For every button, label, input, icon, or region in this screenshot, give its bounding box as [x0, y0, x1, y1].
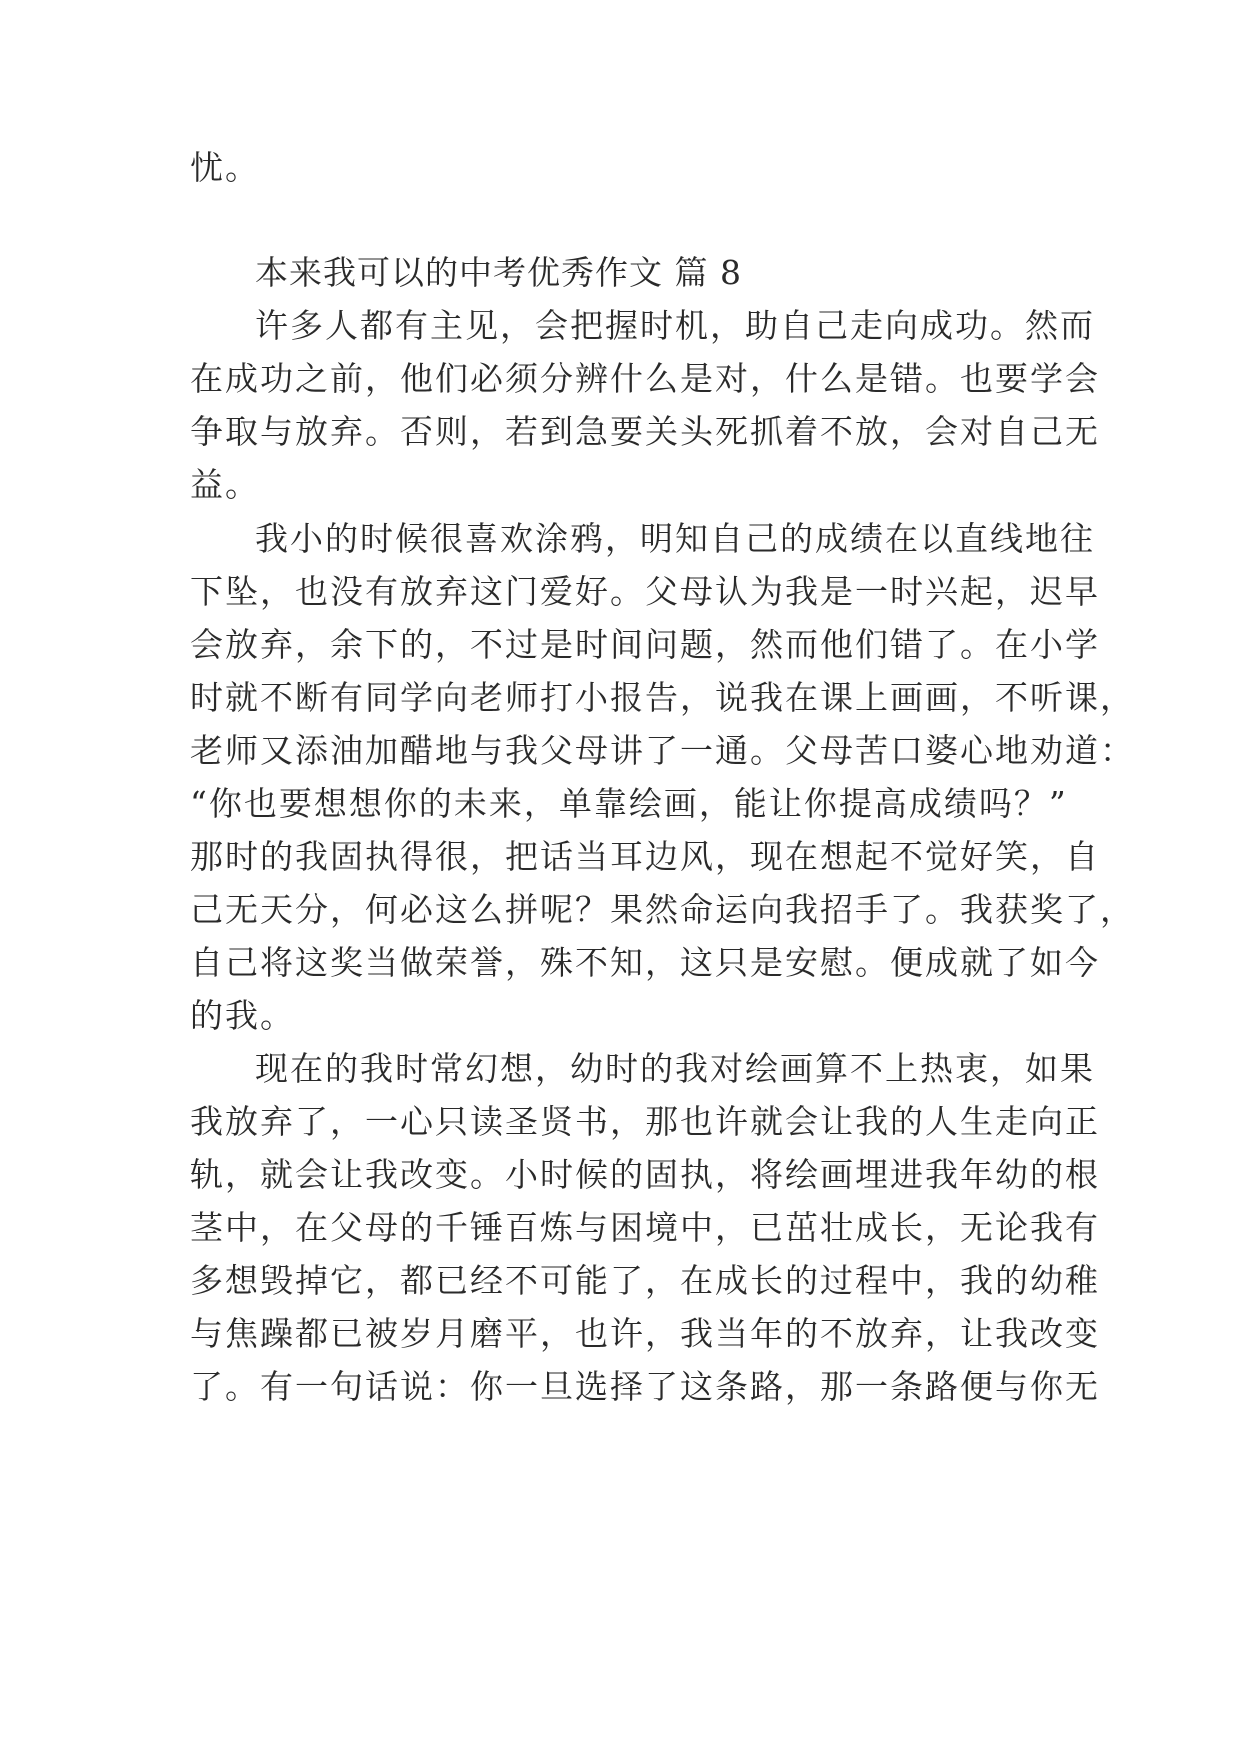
paragraph-line: 许多人都有主见，会把握时机，助自己走向成功。然而 — [255, 306, 1095, 345]
essay-heading: 本来我可以的中考优秀作文 篇 8 — [255, 253, 742, 292]
paragraph-line: 那时的我固执得很，把话当耳边风，现在想起不觉好笑，自 — [190, 837, 1100, 876]
paragraph-line: 多想毁掉它，都已经不可能了，在成长的过程中，我的幼稚 — [190, 1261, 1100, 1300]
paragraph-line: 我小的时候很喜欢涂鸦，明知自己的成绩在以直线地往 — [255, 519, 1095, 558]
paragraph-line: “你也要想想你的未来，单靠绘画，能让你提高成绩吗？” — [190, 784, 1068, 823]
paragraph-line: 与焦躁都已被岁月磨平，也许，我当年的不放弃，让我改变 — [190, 1314, 1100, 1353]
paragraph-line: 争取与放弃。否则，若到急要关头死抓着不放，会对自己无 — [190, 412, 1100, 451]
paragraph-line: 益。 — [190, 465, 260, 504]
paragraph-line: 了。有一句话说：你一旦选择了这条路，那一条路便与你无 — [190, 1367, 1100, 1406]
carryover-line: 忧。 — [190, 148, 260, 187]
paragraph-line: 下坠，也没有放弃这门爱好。父母认为我是一时兴起，迟早 — [190, 572, 1100, 611]
paragraph-line: 自己将这奖当做荣誉，殊不知，这只是安慰。便成就了如今 — [190, 943, 1100, 982]
paragraph-line: 的我。 — [190, 996, 295, 1035]
paragraph-line: 在成功之前，他们必须分辨什么是对，什么是错。也要学会 — [190, 359, 1100, 398]
paragraph-line: 老师又添油加醋地与我父母讲了一通。父母苦口婆心地劝道： — [190, 731, 1135, 770]
paragraph-line: 时就不断有同学向老师打小报告，说我在课上画画，不听课， — [190, 678, 1135, 717]
paragraph-line: 己无天分，何必这么拼呢？果然命运向我招手了。我获奖了， — [190, 890, 1135, 929]
paragraph-line: 现在的我时常幻想，幼时的我对绘画算不上热衷，如果 — [255, 1049, 1095, 1088]
paragraph-line: 茎中，在父母的千锤百炼与困境中，已茁壮成长，无论我有 — [190, 1208, 1100, 1247]
paragraph-line: 我放弃了，一心只读圣贤书，那也许就会让我的人生走向正 — [190, 1102, 1100, 1141]
paragraph-line: 轨，就会让我改变。小时候的固执，将绘画埋进我年幼的根 — [190, 1155, 1100, 1194]
paragraph-line: 会放弃，余下的，不过是时间问题，然而他们错了。在小学 — [190, 625, 1100, 664]
